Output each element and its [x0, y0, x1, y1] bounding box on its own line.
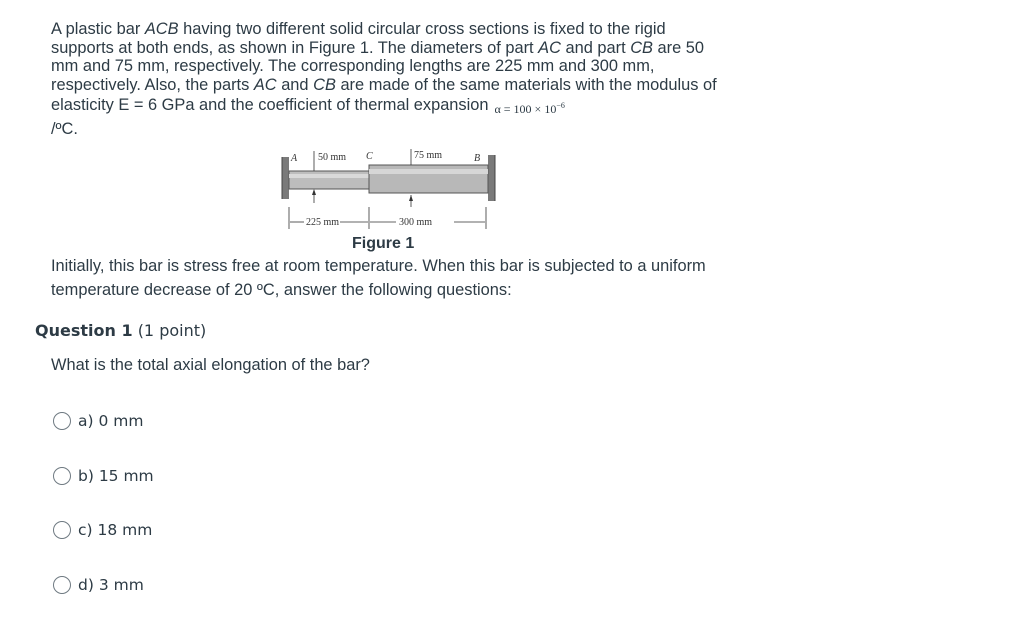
option-label: b) 15 mm — [78, 467, 154, 485]
problem-statement — [51, 20, 731, 139]
question-header — [35, 321, 206, 340]
option-b[interactable] — [53, 467, 154, 485]
radio-button[interactable] — [53, 467, 71, 485]
option-c[interactable] — [53, 521, 152, 539]
figure-caption: Figure 1 — [352, 235, 415, 252]
problem-text: are 50 mm and 75 mm, respectively. The corresponding lengths are 225 mm and 300 mm, respectively. Also, the parts — [51, 38, 704, 94]
question-title: Question 1 — [35, 321, 133, 340]
bar-name: ACB — [144, 20, 179, 38]
alpha-expression — [495, 102, 565, 116]
alpha-base: α = 100 × 10 — [494, 102, 557, 117]
part-ac: AC — [538, 38, 561, 57]
len-ac: 225 mm — [306, 217, 340, 228]
radio-button[interactable] — [53, 412, 71, 430]
radio-button[interactable] — [53, 521, 71, 539]
problem-text: A plastic bar — [51, 20, 145, 38]
question-points: (1 point) — [137, 321, 207, 340]
figure-1-diagram — [278, 145, 503, 235]
option-d[interactable] — [53, 576, 144, 594]
alpha-unit: /ºC. — [51, 119, 78, 138]
radio-button[interactable] — [53, 576, 71, 594]
part-ac: AC — [253, 75, 277, 94]
label-a: A — [291, 153, 298, 164]
label-c: C — [366, 151, 373, 162]
dim-cb: 75 mm — [414, 150, 443, 161]
problem-text: and part — [560, 38, 631, 57]
problem-text: and — [276, 75, 314, 94]
intro-text: Initially, this bar is stress free at room temperature. When this bar is subjected to a uniform temperature decrease of 20 ºC, answer the following questions: — [51, 257, 706, 299]
alpha-exponent: −6 — [556, 101, 565, 111]
dim-ac: 50 mm — [318, 152, 347, 163]
option-a[interactable] — [53, 412, 143, 430]
question-text: What is the total axial elongation of the bar? — [51, 356, 370, 374]
label-b: B — [474, 153, 481, 164]
part-cb: CB — [630, 38, 653, 57]
left-support — [282, 157, 289, 199]
option-label: a) 0 mm — [78, 412, 144, 430]
problem-text: having two different solid circular cross sections is fixed to the rigid supports at both ends, as shown in Figure 1. The diameters of part — [51, 20, 666, 57]
right-support — [488, 155, 495, 201]
option-label: d) 3 mm — [78, 576, 144, 594]
problem-text: are made of the same materials with the modulus of elasticity E = 6 GPa and the coefficient of thermal expansion — [51, 75, 717, 115]
segment-ac — [289, 171, 369, 189]
part-cb: CB — [313, 75, 336, 94]
len-cb: 300 mm — [399, 217, 433, 228]
option-label: c) 18 mm — [78, 521, 153, 539]
